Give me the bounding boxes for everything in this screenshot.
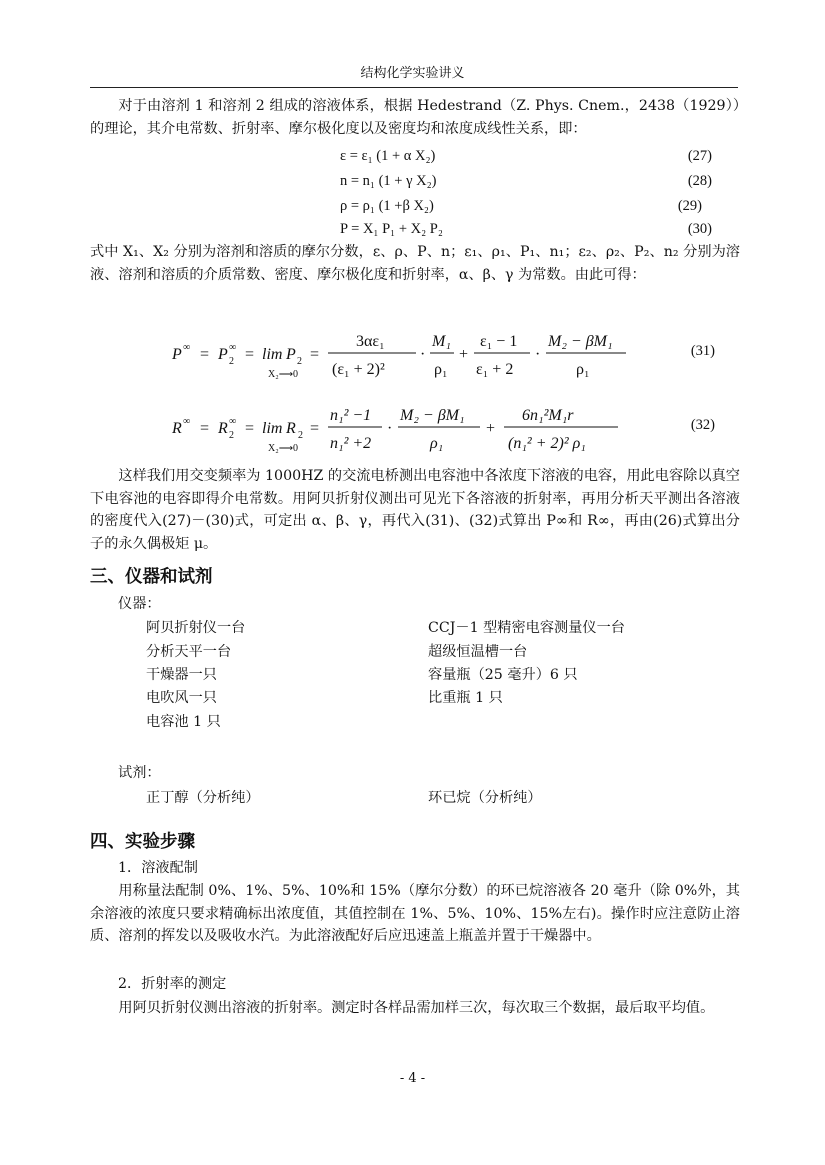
- eq31-equals-3: =: [310, 346, 320, 363]
- reagents-label: 试剂：: [118, 765, 161, 781]
- eq32-equals-1: =: [200, 420, 210, 437]
- eq31-lhs2: P: [218, 346, 228, 363]
- instrument-right-4: 比重瓶 1 只: [428, 690, 503, 706]
- eq32-lhs2: R: [218, 420, 228, 437]
- eq31-sub-2b: 2: [297, 356, 302, 367]
- eq31-lim-sub: X₂⟶0: [268, 369, 299, 380]
- eq32-term1-den: n₁² +2: [330, 435, 372, 452]
- eq31-lim: lim: [262, 346, 283, 363]
- eq32-term3-den: (n₁² + 2)² ρ₁: [508, 435, 586, 452]
- step-2-paragraph: [90, 997, 740, 1020]
- eq32-sub-2a: 2: [229, 430, 234, 441]
- instrument-right-3: 容量瓶（25 毫升）6 只: [428, 667, 578, 683]
- instrument-left-2: 分析天平一台: [146, 644, 232, 660]
- eq31-term2-den: ε₁ + 2: [476, 361, 514, 378]
- eq31-infinity-2: ∞: [229, 342, 237, 353]
- instrument-left-5: 电容池 1 只: [146, 714, 221, 730]
- eq32-term3-num: 6n₁²M₁r: [522, 407, 574, 424]
- equation-28-expr: n = n₁ (1 + γ X₂): [340, 173, 437, 189]
- eq31-term1-den: (ε₁ + 2)²: [332, 361, 385, 378]
- eq32-lim: lim: [262, 420, 283, 437]
- intro-text: 对于由溶剂 1 和溶剂 2 组成的溶液体系，根据 Hedestrand（Z. Phys. Cnem.，2438（1929））的理论，其介电常数、折射率、摩尔极化度以及密度均和浓度成线性关系，即：: [90, 98, 740, 137]
- equation-29-number: (29): [677, 198, 702, 214]
- step-2-text: 用阿贝折射仪测出溶液的折射率。测定时各样品需加样三次，每次取三个数据，最后取平均值。: [118, 1000, 715, 1016]
- equation-29-expr: ρ = ρ₁ (1 +β X₂): [340, 198, 434, 214]
- equation-31-number: (31): [690, 343, 715, 359]
- eq32-rho1: ρ₁: [430, 435, 444, 452]
- eq32-equals-3: =: [310, 420, 320, 437]
- eq32-sub-2b: 2: [298, 430, 303, 441]
- reagent-left: 正丁醇（分析纯）: [146, 790, 260, 806]
- method-paragraph: [90, 465, 740, 555]
- eq31-term3-num: M₂ − βM₁: [548, 333, 613, 350]
- instrument-right-2: 超级恒温槽一台: [428, 644, 528, 660]
- eq31-dot-1: ·: [420, 346, 426, 363]
- equation-27-number: (27): [687, 148, 712, 164]
- reagent-right: 环已烷（分析纯）: [428, 790, 542, 806]
- section-4-title: 四、实验步骤: [90, 832, 195, 852]
- eq32-equals-2: =: [245, 420, 255, 437]
- equation-28-number: (28): [687, 173, 712, 189]
- instrument-right-1: CCJ－1 型精密电容测量仪一台: [428, 620, 625, 636]
- instruments-label: 仪器：: [118, 596, 161, 612]
- page-header-title: 结构化学实验讲义: [360, 66, 465, 81]
- eq31-rho1-b: ρ₁: [576, 361, 590, 378]
- equation-31: [170, 322, 715, 384]
- eq32-infinity-1: ∞: [183, 416, 191, 427]
- equation-27: [340, 145, 712, 167]
- eq31-rho1-a: ρ₁: [434, 361, 448, 378]
- eq32-plus: +: [486, 420, 496, 437]
- equation-29: [340, 195, 712, 217]
- eq31-lhs: P: [172, 346, 182, 363]
- eq31-term1-num: 3αε₁: [356, 333, 385, 350]
- equation-28: [340, 170, 712, 192]
- step-1-paragraph: [90, 880, 740, 948]
- instrument-left-3: 干燥器一只: [146, 667, 217, 683]
- equation-30-expr: P = X₁ P₁ + X₂ P₂: [340, 221, 443, 237]
- instrument-left-1: 阿贝折射仪一台: [146, 620, 246, 636]
- eq32-rvar: R: [286, 420, 296, 437]
- step-1-title: 1．溶液配制: [118, 860, 198, 876]
- method-text: 这样我们用交变频率为 1000HZ 的交流电桥测出电容池中各浓度下溶液的电容，用此电容除以真空下电容池的电容即得介电常数。用阿贝折射仪测出可见光下各溶液的折射率，再用分析天平测出各溶液的密度代入(27)－(30)式，可定出 α、β、γ，再代入(31)、(32)式算出 P∞和 R∞，再由(26)式算出分子的永久偶极矩 μ。: [90, 468, 740, 552]
- eq31-m1: M₁: [432, 333, 451, 350]
- definitions-paragraph: [90, 241, 740, 286]
- eq31-pvar: P: [286, 346, 296, 363]
- eq32-term2-num: M₂ − βM₁: [400, 407, 465, 424]
- instrument-left-4: 电吹风一只: [146, 690, 217, 706]
- equation-32: [170, 397, 715, 459]
- equation-32-number: (32): [690, 417, 715, 433]
- step-2-title: 2．折射率的测定: [118, 976, 227, 992]
- eq31-dot-2: ·: [535, 346, 541, 363]
- eq31-sub-2a: 2: [229, 356, 234, 367]
- definitions-text: 式中 X₁、X₂ 分别为溶剂和溶质的摩尔分数，ε、ρ、P、n；ε₁、ρ₁、P₁、n₁；ε₂、ρ₂、P₂、n₂ 分别为溶液、溶剂和溶质的介质常数、密度、摩尔极化度和折射率，α、β、γ 为常数。由此可得：: [90, 244, 740, 283]
- intro-paragraph: [90, 95, 740, 140]
- eq31-equals-2: =: [245, 346, 255, 363]
- eq31-plus: +: [459, 346, 469, 363]
- eq31-term2-num: ε₁ − 1: [480, 333, 518, 350]
- eq31-infinity-1: ∞: [183, 342, 191, 353]
- eq32-term1-num: n₁² −1: [330, 407, 372, 424]
- section-3-title: 三、仪器和试剂: [90, 567, 213, 587]
- step-1-text: 用称量法配制 0%、1%、5%、10%和 15%（摩尔分数）的环已烷溶液各 20 毫升（除 0%外，其余溶液的浓度只要求精确标出浓度值，其值控制在 1%、5%、10%、15%左右)。操作时应注意防止溶质、溶剂的挥发以及吸收水汽。为此溶液配好后应迅速盖上瓶盖并置于干燥器中。: [90, 883, 740, 944]
- equation-30: [340, 218, 712, 240]
- equation-27-expr: ε = ε₁ (1 + α X₂): [340, 148, 436, 164]
- eq32-lim-sub: X₂⟶0: [268, 443, 299, 454]
- header-rule: [90, 87, 738, 88]
- eq32-infinity-2: ∞: [229, 416, 237, 427]
- page-number: - 4 -: [399, 1071, 426, 1086]
- eq32-dot: ·: [387, 420, 393, 437]
- eq31-equals-1: =: [200, 346, 210, 363]
- equation-30-number: (30): [687, 221, 712, 237]
- eq32-lhs: R: [172, 420, 182, 437]
